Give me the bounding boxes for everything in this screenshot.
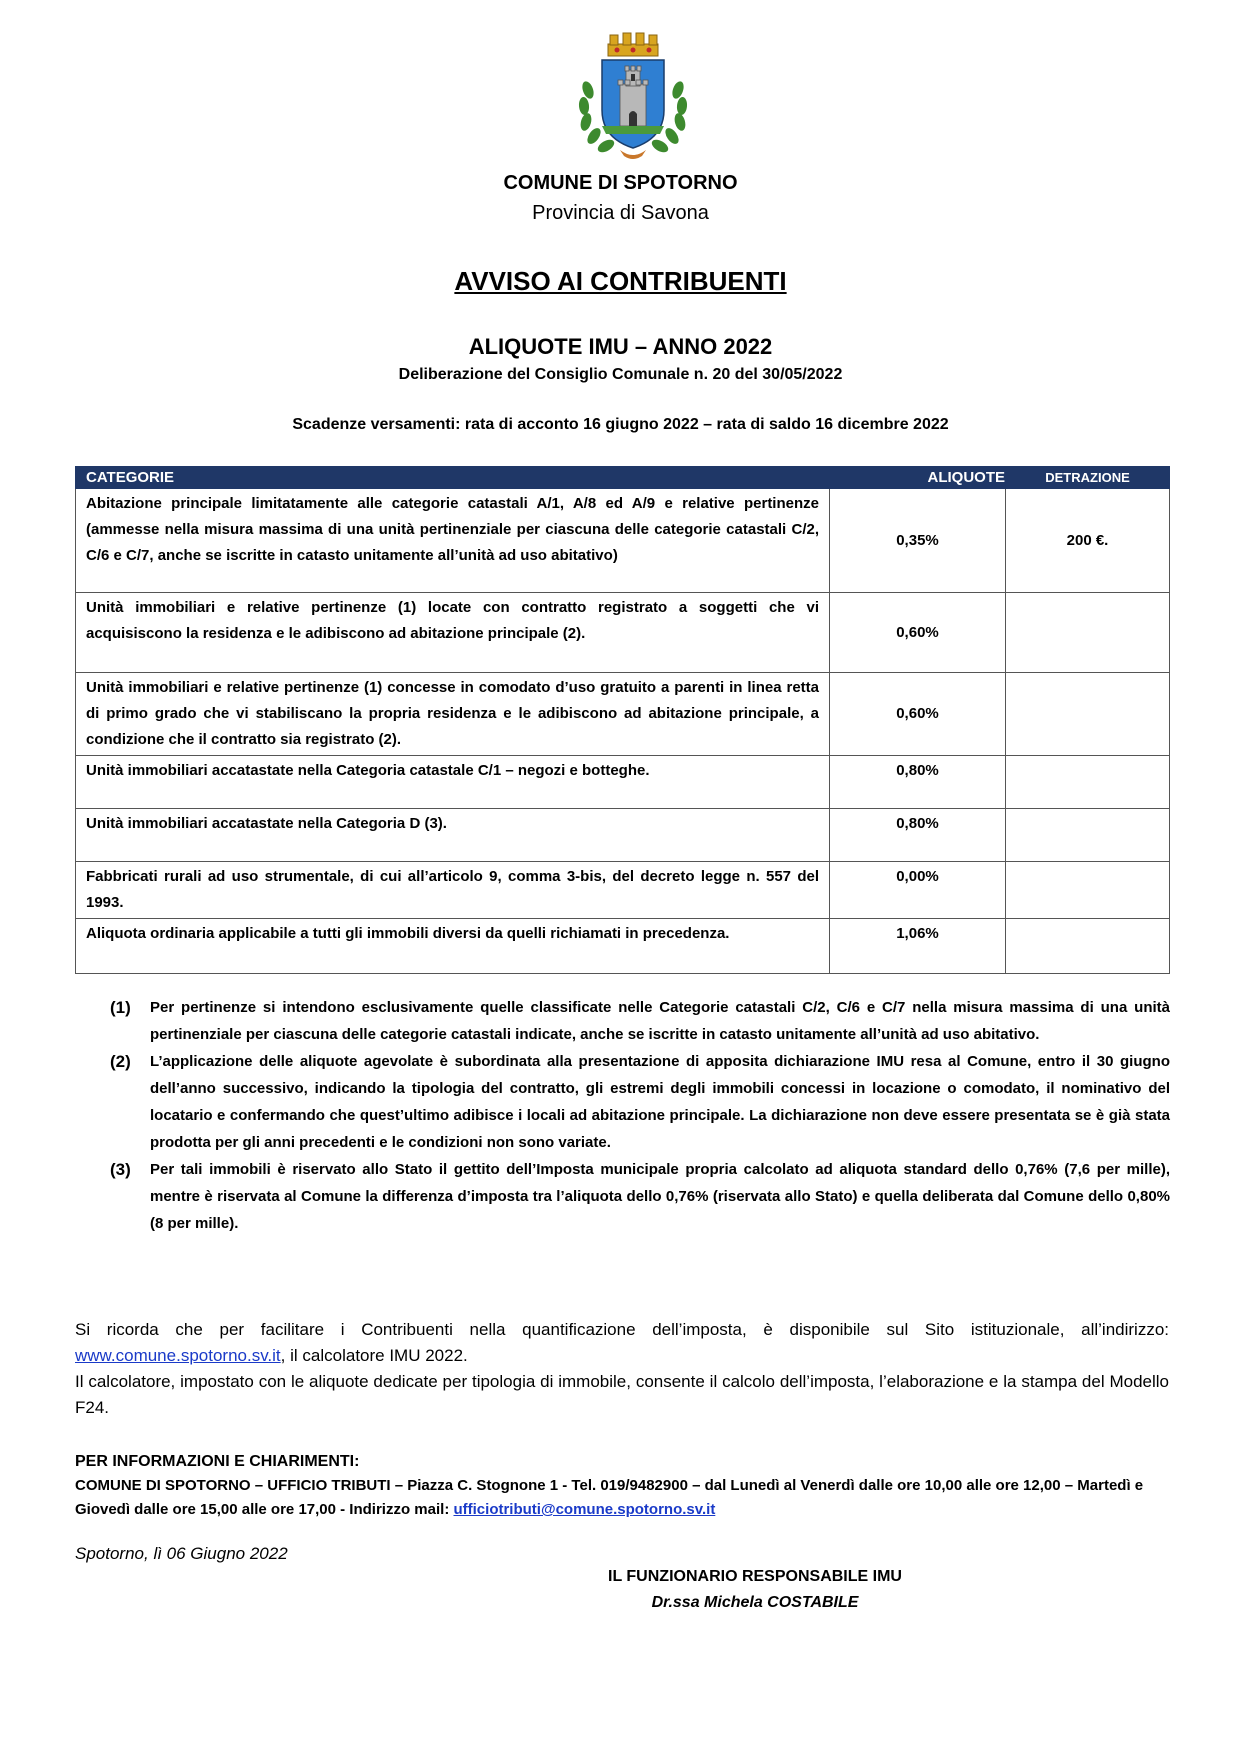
footnote-1	[110, 994, 1170, 1048]
header-categorie: CATEGORIE	[76, 467, 830, 489]
place-date: Spotorno, lì 06 Giugno 2022	[75, 1544, 288, 1563]
row-rate: 0,35%	[830, 489, 1006, 593]
row-category: Aliquota ordinaria applicabile a tutti gli immobili diversi da quelli richiamati in precedenza.	[76, 919, 830, 974]
footnote-text: L’applicazione delle aliquote agevolate è subordinata alla presentazione di apposita dichiarazione IMU resa al Comune, entro il 30 giugno dell’anno successivo, indicando la tipologia del contratto, gli estremi degli immobili concessi in locazione o comodato, il nominativo del locatario e confermando che quest’ultimo adibisce i locali ad abitazione principale. La dichiarazione non deve essere presentata se è già stata prodotta per gli anni precedenti e le condizioni non sono variate.	[150, 1053, 1170, 1151]
table-row	[76, 673, 1170, 756]
row-category: Unità immobiliari accatastate nella Categoria D (3).	[76, 809, 830, 862]
calculator-text-before: Si ricorda che per facilitare i Contribuenti nella quantificazione dell’imposta, è disponibile sul Sito istituzionale, all’indirizzo:	[75, 1320, 1169, 1339]
municipality-name: COMUNE DI SPOTORNO	[503, 172, 738, 194]
row-category: Unità immobiliari accatastate nella Categoria catastale C/1 – negozi e botteghe.	[76, 756, 830, 809]
table-row	[76, 756, 1170, 809]
signatory-title: IL FUNZIONARIO RESPONSABILE IMU	[608, 1568, 902, 1585]
row-rate: 0,60%	[830, 593, 1006, 673]
row-deduction	[1006, 919, 1170, 974]
table-row	[76, 593, 1170, 673]
row-category: Abitazione principale limitatamente alle categorie catastali A/1, A/8 ed A/9 e relative pertinenze (ammesse nella misura massima di una unità pertinenziale per ciascuna delle categorie catastali C/2, C/6 e C/7, anche se iscritte in catasto unitamente all’unità ad uso abitativo)	[76, 489, 830, 593]
province-name: Provincia di Savona	[532, 202, 709, 224]
deliberation-reference: Deliberazione del Consiglio Comunale n. 20 del 30/05/2022	[398, 366, 843, 383]
table-row	[76, 862, 1170, 919]
row-rate: 0,80%	[830, 809, 1006, 862]
footnote-number: (1)	[110, 998, 131, 1017]
footnotes	[110, 994, 1170, 1237]
footnote-number: (3)	[110, 1160, 131, 1179]
email-link[interactable]: ufficiotributi@comune.spotorno.sv.it	[453, 1501, 716, 1518]
row-deduction	[1006, 673, 1170, 756]
table-row	[76, 809, 1170, 862]
row-deduction	[1006, 593, 1170, 673]
row-rate: 0,60%	[830, 673, 1006, 756]
table-header-row	[76, 467, 1170, 489]
payment-deadlines: Scadenze versamenti: rata di acconto 16 giugno 2022 – rata di saldo 16 dicembre 2022	[292, 416, 949, 433]
row-deduction	[1006, 756, 1170, 809]
footnote-text: Per pertinenze si intendono esclusivamente quelle classificate nelle Categorie catastali C/2, C/6 e C/7 nella misura massima di una unità pertinenziale per ciascuna delle categorie catastali indicate, anche se iscritte in catasto unitamente all’unità ad uso abitativo.	[150, 999, 1170, 1043]
row-category: Unità immobiliari e relative pertinenze (1) concesse in comodato d’uso gratuito a parenti in linea retta di primo grado che vi stabiliscano la propria residenza e le adibiscono ad abitazione principale, a condizione che il contratto sia registrato (2).	[76, 673, 830, 756]
footnote-3	[110, 1156, 1170, 1237]
imu-rates-table	[75, 466, 1170, 974]
contact-text: COMUNE DI SPOTORNO – UFFICIO TRIBUTI – Piazza C. Stognone 1 - Tel. 019/9482900 – dal Lunedì al Venerdì dalle ore 10,00 alle ore 12,00 – Martedì e Giovedì dalle ore 15,00 alle ore 17,00 - Indirizzo mail:	[75, 1477, 1144, 1518]
row-rate: 0,80%	[830, 756, 1006, 809]
contact-title: PER INFORMAZIONI E CHIARIMENTI:	[75, 1453, 360, 1470]
header-detrazione: DETRAZIONE	[1006, 467, 1170, 489]
footnote-number: (2)	[110, 1052, 131, 1071]
row-rate: 1,06%	[830, 919, 1006, 974]
contact-info	[75, 1450, 1169, 1522]
table-row	[76, 919, 1170, 974]
signatory-name: Dr.ssa Michela COSTABILE	[651, 1594, 859, 1611]
calculator-text-after: , il calcolatore IMU 2022.	[280, 1346, 468, 1365]
row-deduction	[1006, 809, 1170, 862]
website-link[interactable]: www.comune.spotorno.sv.it	[75, 1346, 281, 1365]
row-rate: 0,00%	[830, 862, 1006, 919]
calculator-paragraph	[75, 1317, 1169, 1369]
notice-subtitle: ALIQUOTE IMU – ANNO 2022	[468, 334, 773, 359]
contact-details	[75, 1474, 1169, 1522]
coat-of-arms-icon	[572, 30, 694, 162]
row-deduction	[1006, 862, 1170, 919]
table-row	[76, 489, 1170, 593]
notice-title: AVVISO AI CONTRIBUENTI	[454, 266, 787, 296]
row-deduction: 200 €.	[1006, 489, 1170, 593]
calculator-description: Il calcolatore, impostato con le aliquote dedicate per tipologia di immobile, consente il calcolo dell’imposta, l’elaborazione e la stampa del Modello F24.	[75, 1372, 1169, 1417]
footnote-text: Per tali immobili è riservato allo Stato il gettito dell’Imposta municipale propria calcolato ad aliquota standard dello 0,76% (7,6 per mille), mentre è riservata al Comune la differenza d’imposta tra l’aliquota dello 0,76% (riservata allo Stato) e quella deliberata dal Comune dello 0,80% (8 per mille).	[150, 1161, 1170, 1232]
footnote-2	[110, 1048, 1170, 1156]
row-category: Unità immobiliari e relative pertinenze (1) locate con contratto registrato a soggetti che vi acquisiscono la residenza e le adibiscono ad abitazione principale (2).	[76, 593, 830, 673]
header-aliquote: ALIQUOTE	[830, 467, 1006, 489]
row-category: Fabbricati rurali ad uso strumentale, di cui all’articolo 9, comma 3-bis, del decreto legge n. 557 del 1993.	[76, 862, 830, 919]
